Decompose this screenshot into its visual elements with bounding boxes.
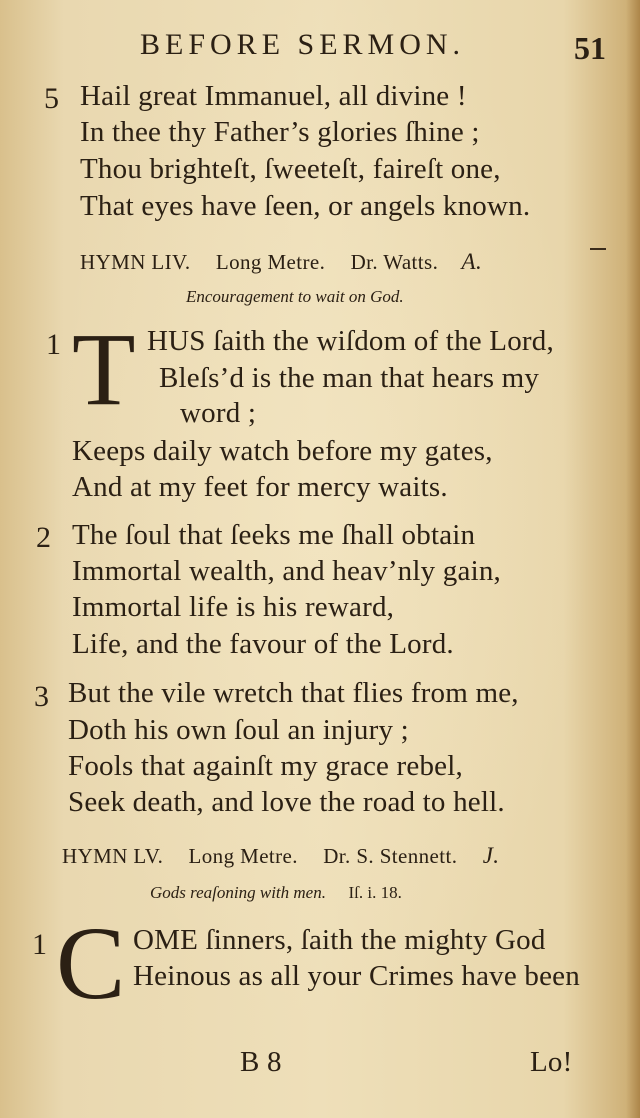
page-edge-shadow — [626, 0, 640, 1118]
hymn-author: Dr. S. Stennett. — [323, 844, 458, 868]
verse-line: Heinous as all your Crimes have been — [133, 960, 580, 992]
hymn-metre: Long Metre. — [215, 250, 326, 274]
verse-line: Thou brighteſt, ſweeteſt, faireſt one, — [80, 153, 501, 185]
verse-line: The ſoul that ſeeks me ſhall obtain — [72, 519, 476, 551]
hymn-signature: A. — [461, 249, 483, 274]
hymn-title: HYMN LV. — [62, 844, 164, 868]
verse-line: Doth his own ſoul an injury ; — [68, 714, 409, 746]
verse-line: Bleſs’d is the man that hears my — [159, 362, 540, 394]
verse-number: 1 — [32, 928, 47, 961]
divider — [590, 248, 606, 250]
verse-line: word ; — [180, 397, 257, 429]
hymn-title: HYMN LIV. — [80, 250, 191, 274]
running-head: BEFORE SERMON. — [140, 28, 466, 61]
verse-number: 1 — [46, 328, 61, 361]
page-number: 51 — [574, 30, 606, 66]
hymn-subtitle: Encouragement to wait on God. — [186, 287, 404, 306]
verse-line: HUS ſaith the wiſdom of the Lord, — [147, 325, 554, 357]
scripture-reference: Iſ. i. 18. — [348, 883, 402, 902]
verse-line: Seek death, and love the road to hell. — [68, 786, 505, 818]
hymn-author: Dr. Watts. — [350, 250, 439, 274]
verse-number: 3 — [34, 680, 49, 713]
hymn-signature: J. — [482, 843, 500, 868]
signature-mark: B 8 — [240, 1046, 282, 1078]
verse-line: OME ſinners, ſaith the mighty God — [133, 924, 546, 956]
verse-line: Immortal life is his reward, — [72, 591, 395, 623]
verse-line: Keeps daily watch before my gates, — [72, 435, 493, 467]
drop-cap: C — [56, 906, 126, 1021]
verse-line: In thee thy Father’s glories ſhine ; — [80, 116, 480, 148]
hymn-subtitle — [150, 883, 402, 903]
catchword: Lo! — [530, 1046, 573, 1078]
verse-line: Hail great Immanuel, all divine ! — [80, 80, 467, 112]
hymn-subtitle-text: Gods reaſoning with men. — [150, 883, 326, 902]
drop-cap: T — [72, 312, 136, 427]
verse-line: Life, and the favour of the Lord. — [72, 628, 454, 660]
verse-line: But the vile wretch that flies from me, — [68, 677, 519, 709]
hymn-metre: Long Metre. — [188, 844, 298, 868]
verse-number: 2 — [36, 521, 51, 554]
verse-line: Fools that againſt my grace rebel, — [68, 750, 463, 782]
verse-number: 5 — [44, 82, 59, 115]
verse-line: And at my feet for mercy waits. — [72, 471, 448, 503]
verse-line: That eyes have ſeen, or angels known. — [80, 190, 531, 222]
verse-line: Immortal wealth, and heav’nly gain, — [72, 555, 501, 587]
hymn-heading — [80, 249, 482, 275]
hymn-heading — [62, 843, 499, 869]
